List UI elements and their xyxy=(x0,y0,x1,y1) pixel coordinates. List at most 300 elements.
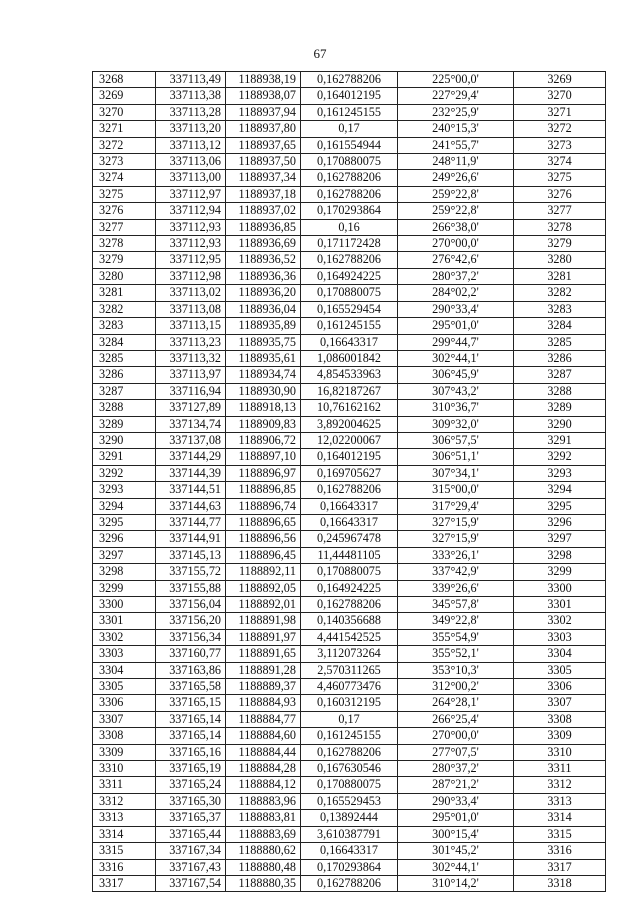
next-point-number-cell: 3303 xyxy=(514,629,606,645)
y-coordinate-cell: 1188892,01 xyxy=(226,597,301,613)
point-number-cell: 3290 xyxy=(93,432,156,448)
segment-length-cell: 10,76162162 xyxy=(301,400,398,416)
next-point-number-cell: 3272 xyxy=(514,121,606,137)
point-number-cell: 3310 xyxy=(93,761,156,777)
point-number-cell: 3270 xyxy=(93,104,156,120)
segment-length-cell: 0,162788206 xyxy=(301,875,398,891)
table-row xyxy=(93,186,606,202)
point-number-cell: 3292 xyxy=(93,465,156,481)
next-point-number-cell: 3309 xyxy=(514,728,606,744)
table-row xyxy=(93,859,606,875)
segment-length-cell: 0,161245155 xyxy=(301,728,398,744)
point-number-cell: 3295 xyxy=(93,514,156,530)
x-coordinate-cell: 337145,13 xyxy=(156,547,226,563)
table-row xyxy=(93,268,606,284)
table-row xyxy=(93,400,606,416)
segment-length-cell: 0,17 xyxy=(301,711,398,727)
table-row xyxy=(93,72,606,88)
y-coordinate-cell: 1188937,18 xyxy=(226,186,301,202)
y-coordinate-cell: 1188891,98 xyxy=(226,613,301,629)
direction-angle-cell: 280°37,2' xyxy=(398,268,514,284)
y-coordinate-cell: 1188880,48 xyxy=(226,859,301,875)
next-point-number-cell: 3311 xyxy=(514,761,606,777)
x-coordinate-cell: 337113,08 xyxy=(156,301,226,317)
point-number-cell: 3272 xyxy=(93,137,156,153)
segment-length-cell: 0,170293864 xyxy=(301,859,398,875)
x-coordinate-cell: 337113,06 xyxy=(156,154,226,170)
next-point-number-cell: 3317 xyxy=(514,859,606,875)
next-point-number-cell: 3282 xyxy=(514,285,606,301)
segment-length-cell: 0,162788206 xyxy=(301,72,398,88)
direction-angle-cell: 306°57,5' xyxy=(398,432,514,448)
direction-angle-cell: 284°02,2' xyxy=(398,285,514,301)
segment-length-cell: 4,441542525 xyxy=(301,629,398,645)
segment-length-cell: 1,086001842 xyxy=(301,350,398,366)
x-coordinate-cell: 337165,16 xyxy=(156,744,226,760)
y-coordinate-cell: 1188937,34 xyxy=(226,170,301,186)
coordinates-table xyxy=(92,71,606,892)
point-number-cell: 3303 xyxy=(93,646,156,662)
x-coordinate-cell: 337113,49 xyxy=(156,72,226,88)
segment-length-cell: 0,162788206 xyxy=(301,744,398,760)
point-number-cell: 3291 xyxy=(93,449,156,465)
point-number-cell: 3316 xyxy=(93,859,156,875)
x-coordinate-cell: 337165,37 xyxy=(156,810,226,826)
direction-angle-cell: 300°15,4' xyxy=(398,826,514,842)
y-coordinate-cell: 1188892,11 xyxy=(226,564,301,580)
direction-angle-cell: 302°44,1' xyxy=(398,859,514,875)
x-coordinate-cell: 337144,77 xyxy=(156,514,226,530)
direction-angle-cell: 327°15,9' xyxy=(398,514,514,530)
x-coordinate-cell: 337167,34 xyxy=(156,843,226,859)
direction-angle-cell: 240°15,3' xyxy=(398,121,514,137)
point-number-cell: 3308 xyxy=(93,728,156,744)
table-row xyxy=(93,564,606,580)
next-point-number-cell: 3274 xyxy=(514,154,606,170)
table-row xyxy=(93,334,606,350)
next-point-number-cell: 3301 xyxy=(514,597,606,613)
table-row xyxy=(93,777,606,793)
next-point-number-cell: 3288 xyxy=(514,383,606,399)
next-point-number-cell: 3269 xyxy=(514,72,606,88)
next-point-number-cell: 3283 xyxy=(514,301,606,317)
table-row xyxy=(93,826,606,842)
point-number-cell: 3276 xyxy=(93,203,156,219)
x-coordinate-cell: 337167,43 xyxy=(156,859,226,875)
point-number-cell: 3282 xyxy=(93,301,156,317)
segment-length-cell: 0,161245155 xyxy=(301,318,398,334)
point-number-cell: 3305 xyxy=(93,679,156,695)
point-number-cell: 3289 xyxy=(93,416,156,432)
y-coordinate-cell: 1188897,10 xyxy=(226,449,301,465)
direction-angle-cell: 295°01,0' xyxy=(398,318,514,334)
point-number-cell: 3268 xyxy=(93,72,156,88)
direction-angle-cell: 287°21,2' xyxy=(398,777,514,793)
point-number-cell: 3300 xyxy=(93,597,156,613)
table-row xyxy=(93,252,606,268)
table-row xyxy=(93,137,606,153)
x-coordinate-cell: 337165,19 xyxy=(156,761,226,777)
direction-angle-cell: 310°36,7' xyxy=(398,400,514,416)
x-coordinate-cell: 337112,93 xyxy=(156,219,226,235)
direction-angle-cell: 227°29,4' xyxy=(398,88,514,104)
point-number-cell: 3269 xyxy=(93,88,156,104)
next-point-number-cell: 3296 xyxy=(514,514,606,530)
point-number-cell: 3312 xyxy=(93,793,156,809)
next-point-number-cell: 3270 xyxy=(514,88,606,104)
direction-angle-cell: 337°42,9' xyxy=(398,564,514,580)
segment-length-cell: 0,13892444 xyxy=(301,810,398,826)
x-coordinate-cell: 337144,91 xyxy=(156,531,226,547)
point-number-cell: 3279 xyxy=(93,252,156,268)
next-point-number-cell: 3273 xyxy=(514,137,606,153)
y-coordinate-cell: 1188896,97 xyxy=(226,465,301,481)
next-point-number-cell: 3289 xyxy=(514,400,606,416)
next-point-number-cell: 3300 xyxy=(514,580,606,596)
direction-angle-cell: 290°33,4' xyxy=(398,793,514,809)
table-row xyxy=(93,580,606,596)
direction-angle-cell: 345°57,8' xyxy=(398,597,514,613)
x-coordinate-cell: 337112,94 xyxy=(156,203,226,219)
segment-length-cell: 0,164924225 xyxy=(301,268,398,284)
next-point-number-cell: 3315 xyxy=(514,826,606,842)
point-number-cell: 3287 xyxy=(93,383,156,399)
point-number-cell: 3281 xyxy=(93,285,156,301)
next-point-number-cell: 3277 xyxy=(514,203,606,219)
y-coordinate-cell: 1188896,45 xyxy=(226,547,301,563)
direction-angle-cell: 264°28,1' xyxy=(398,695,514,711)
x-coordinate-cell: 337165,30 xyxy=(156,793,226,809)
x-coordinate-cell: 337113,20 xyxy=(156,121,226,137)
x-coordinate-cell: 337165,58 xyxy=(156,679,226,695)
point-number-cell: 3311 xyxy=(93,777,156,793)
segment-length-cell: 0,167630546 xyxy=(301,761,398,777)
y-coordinate-cell: 1188880,35 xyxy=(226,875,301,891)
x-coordinate-cell: 337144,39 xyxy=(156,465,226,481)
x-coordinate-cell: 337165,14 xyxy=(156,728,226,744)
x-coordinate-cell: 337155,88 xyxy=(156,580,226,596)
y-coordinate-cell: 1188935,89 xyxy=(226,318,301,334)
x-coordinate-cell: 337137,08 xyxy=(156,432,226,448)
y-coordinate-cell: 1188884,77 xyxy=(226,711,301,727)
table-row xyxy=(93,793,606,809)
x-coordinate-cell: 337134,74 xyxy=(156,416,226,432)
direction-angle-cell: 355°54,9' xyxy=(398,629,514,645)
direction-angle-cell: 349°22,8' xyxy=(398,613,514,629)
direction-angle-cell: 249°26,6' xyxy=(398,170,514,186)
next-point-number-cell: 3318 xyxy=(514,875,606,891)
segment-length-cell: 0,16 xyxy=(301,219,398,235)
segment-length-cell: 0,164012195 xyxy=(301,88,398,104)
point-number-cell: 3297 xyxy=(93,547,156,563)
segment-length-cell: 3,610387791 xyxy=(301,826,398,842)
table-row xyxy=(93,203,606,219)
next-point-number-cell: 3285 xyxy=(514,334,606,350)
direction-angle-cell: 299°44,7' xyxy=(398,334,514,350)
table-row xyxy=(93,711,606,727)
x-coordinate-cell: 337112,95 xyxy=(156,252,226,268)
direction-angle-cell: 241°55,7' xyxy=(398,137,514,153)
x-coordinate-cell: 337167,54 xyxy=(156,875,226,891)
segment-length-cell: 3,112073264 xyxy=(301,646,398,662)
segment-length-cell: 16,82187267 xyxy=(301,383,398,399)
table-row xyxy=(93,597,606,613)
next-point-number-cell: 3297 xyxy=(514,531,606,547)
segment-length-cell: 0,140356688 xyxy=(301,613,398,629)
table-row xyxy=(93,121,606,137)
point-number-cell: 3293 xyxy=(93,482,156,498)
table-row xyxy=(93,613,606,629)
segment-length-cell: 0,16643317 xyxy=(301,514,398,530)
point-number-cell: 3304 xyxy=(93,662,156,678)
next-point-number-cell: 3306 xyxy=(514,679,606,695)
segment-length-cell: 0,169705627 xyxy=(301,465,398,481)
direction-angle-cell: 280°37,2' xyxy=(398,761,514,777)
x-coordinate-cell: 337112,93 xyxy=(156,236,226,252)
segment-length-cell: 0,161554944 xyxy=(301,137,398,153)
y-coordinate-cell: 1188884,44 xyxy=(226,744,301,760)
segment-length-cell: 2,570311265 xyxy=(301,662,398,678)
coordinates-table-body xyxy=(93,72,606,892)
next-point-number-cell: 3305 xyxy=(514,662,606,678)
segment-length-cell: 0,170880075 xyxy=(301,154,398,170)
y-coordinate-cell: 1188934,74 xyxy=(226,367,301,383)
direction-angle-cell: 310°14,2' xyxy=(398,875,514,891)
next-point-number-cell: 3281 xyxy=(514,268,606,284)
table-row xyxy=(93,219,606,235)
x-coordinate-cell: 337113,15 xyxy=(156,318,226,334)
next-point-number-cell: 3275 xyxy=(514,170,606,186)
direction-angle-cell: 248°11,9' xyxy=(398,154,514,170)
y-coordinate-cell: 1188883,81 xyxy=(226,810,301,826)
x-coordinate-cell: 337113,97 xyxy=(156,367,226,383)
point-number-cell: 3314 xyxy=(93,826,156,842)
segment-length-cell: 0,160312195 xyxy=(301,695,398,711)
next-point-number-cell: 3280 xyxy=(514,252,606,268)
segment-length-cell: 0,164924225 xyxy=(301,580,398,596)
y-coordinate-cell: 1188936,52 xyxy=(226,252,301,268)
segment-length-cell: 0,17 xyxy=(301,121,398,137)
point-number-cell: 3273 xyxy=(93,154,156,170)
next-point-number-cell: 3299 xyxy=(514,564,606,580)
x-coordinate-cell: 337160,77 xyxy=(156,646,226,662)
x-coordinate-cell: 337156,20 xyxy=(156,613,226,629)
segment-length-cell: 0,170293864 xyxy=(301,203,398,219)
x-coordinate-cell: 337113,38 xyxy=(156,88,226,104)
direction-angle-cell: 355°52,1' xyxy=(398,646,514,662)
y-coordinate-cell: 1188937,50 xyxy=(226,154,301,170)
point-number-cell: 3280 xyxy=(93,268,156,284)
table-row xyxy=(93,449,606,465)
x-coordinate-cell: 337165,44 xyxy=(156,826,226,842)
y-coordinate-cell: 1188884,60 xyxy=(226,728,301,744)
point-number-cell: 3274 xyxy=(93,170,156,186)
y-coordinate-cell: 1188935,75 xyxy=(226,334,301,350)
x-coordinate-cell: 337163,86 xyxy=(156,662,226,678)
next-point-number-cell: 3295 xyxy=(514,498,606,514)
next-point-number-cell: 3287 xyxy=(514,367,606,383)
direction-angle-cell: 327°15,9' xyxy=(398,531,514,547)
table-row xyxy=(93,350,606,366)
table-row xyxy=(93,728,606,744)
y-coordinate-cell: 1188889,37 xyxy=(226,679,301,695)
next-point-number-cell: 3271 xyxy=(514,104,606,120)
direction-angle-cell: 276°42,6' xyxy=(398,252,514,268)
table-row xyxy=(93,679,606,695)
table-row xyxy=(93,285,606,301)
table-row xyxy=(93,301,606,317)
point-number-cell: 3309 xyxy=(93,744,156,760)
point-number-cell: 3275 xyxy=(93,186,156,202)
point-number-cell: 3298 xyxy=(93,564,156,580)
segment-length-cell: 0,165529453 xyxy=(301,793,398,809)
y-coordinate-cell: 1188891,65 xyxy=(226,646,301,662)
direction-angle-cell: 306°45,9' xyxy=(398,367,514,383)
direction-angle-cell: 225°00,0' xyxy=(398,72,514,88)
point-number-cell: 3283 xyxy=(93,318,156,334)
segment-length-cell: 0,245967478 xyxy=(301,531,398,547)
next-point-number-cell: 3286 xyxy=(514,350,606,366)
point-number-cell: 3294 xyxy=(93,498,156,514)
table-row xyxy=(93,695,606,711)
next-point-number-cell: 3276 xyxy=(514,186,606,202)
table-row xyxy=(93,662,606,678)
x-coordinate-cell: 337165,24 xyxy=(156,777,226,793)
segment-length-cell: 4,460773476 xyxy=(301,679,398,695)
point-number-cell: 3307 xyxy=(93,711,156,727)
y-coordinate-cell: 1188937,02 xyxy=(226,203,301,219)
y-coordinate-cell: 1188938,19 xyxy=(226,72,301,88)
direction-angle-cell: 306°51,1' xyxy=(398,449,514,465)
segment-length-cell: 0,162788206 xyxy=(301,252,398,268)
segment-length-cell: 0,162788206 xyxy=(301,186,398,202)
x-coordinate-cell: 337155,72 xyxy=(156,564,226,580)
segment-length-cell: 0,170880075 xyxy=(301,285,398,301)
next-point-number-cell: 3307 xyxy=(514,695,606,711)
x-coordinate-cell: 337127,89 xyxy=(156,400,226,416)
segment-length-cell: 0,16643317 xyxy=(301,334,398,350)
point-number-cell: 3317 xyxy=(93,875,156,891)
next-point-number-cell: 3290 xyxy=(514,416,606,432)
point-number-cell: 3306 xyxy=(93,695,156,711)
direction-angle-cell: 266°38,0' xyxy=(398,219,514,235)
direction-angle-cell: 315°00,0' xyxy=(398,482,514,498)
x-coordinate-cell: 337113,12 xyxy=(156,137,226,153)
point-number-cell: 3315 xyxy=(93,843,156,859)
table-row xyxy=(93,318,606,334)
direction-angle-cell: 302°44,1' xyxy=(398,350,514,366)
y-coordinate-cell: 1188936,85 xyxy=(226,219,301,235)
direction-angle-cell: 307°43,2' xyxy=(398,383,514,399)
next-point-number-cell: 3293 xyxy=(514,465,606,481)
y-coordinate-cell: 1188909,83 xyxy=(226,416,301,432)
direction-angle-cell: 259°22,8' xyxy=(398,203,514,219)
table-row xyxy=(93,432,606,448)
y-coordinate-cell: 1188938,07 xyxy=(226,88,301,104)
segment-length-cell: 0,164012195 xyxy=(301,449,398,465)
direction-angle-cell: 270°00,0' xyxy=(398,728,514,744)
table-row xyxy=(93,498,606,514)
y-coordinate-cell: 1188937,65 xyxy=(226,137,301,153)
next-point-number-cell: 3310 xyxy=(514,744,606,760)
segment-length-cell: 0,162788206 xyxy=(301,597,398,613)
direction-angle-cell: 353°10,3' xyxy=(398,662,514,678)
x-coordinate-cell: 337113,23 xyxy=(156,334,226,350)
y-coordinate-cell: 1188896,65 xyxy=(226,514,301,530)
segment-length-cell: 0,170880075 xyxy=(301,564,398,580)
segment-length-cell: 3,892004625 xyxy=(301,416,398,432)
next-point-number-cell: 3278 xyxy=(514,219,606,235)
next-point-number-cell: 3298 xyxy=(514,547,606,563)
table-row xyxy=(93,104,606,120)
point-number-cell: 3284 xyxy=(93,334,156,350)
direction-angle-cell: 295°01,0' xyxy=(398,810,514,826)
y-coordinate-cell: 1188883,96 xyxy=(226,793,301,809)
y-coordinate-cell: 1188937,80 xyxy=(226,121,301,137)
direction-angle-cell: 266°25,4' xyxy=(398,711,514,727)
next-point-number-cell: 3284 xyxy=(514,318,606,334)
table-row xyxy=(93,547,606,563)
next-point-number-cell: 3291 xyxy=(514,432,606,448)
table-row xyxy=(93,170,606,186)
segment-length-cell: 0,162788206 xyxy=(301,482,398,498)
y-coordinate-cell: 1188930,90 xyxy=(226,383,301,399)
direction-angle-cell: 301°45,2' xyxy=(398,843,514,859)
x-coordinate-cell: 337113,28 xyxy=(156,104,226,120)
y-coordinate-cell: 1188936,04 xyxy=(226,301,301,317)
point-number-cell: 3301 xyxy=(93,613,156,629)
y-coordinate-cell: 1188918,13 xyxy=(226,400,301,416)
table-row xyxy=(93,531,606,547)
table-row xyxy=(93,744,606,760)
direction-angle-cell: 277°07,5' xyxy=(398,744,514,760)
point-number-cell: 3296 xyxy=(93,531,156,547)
segment-length-cell: 0,171172428 xyxy=(301,236,398,252)
y-coordinate-cell: 1188937,94 xyxy=(226,104,301,120)
x-coordinate-cell: 337165,14 xyxy=(156,711,226,727)
point-number-cell: 3313 xyxy=(93,810,156,826)
point-number-cell: 3299 xyxy=(93,580,156,596)
table-row xyxy=(93,416,606,432)
next-point-number-cell: 3294 xyxy=(514,482,606,498)
segment-length-cell: 0,161245155 xyxy=(301,104,398,120)
y-coordinate-cell: 1188891,97 xyxy=(226,629,301,645)
y-coordinate-cell: 1188883,69 xyxy=(226,826,301,842)
y-coordinate-cell: 1188892,05 xyxy=(226,580,301,596)
table-row xyxy=(93,367,606,383)
y-coordinate-cell: 1188935,61 xyxy=(226,350,301,366)
y-coordinate-cell: 1188891,28 xyxy=(226,662,301,678)
y-coordinate-cell: 1188936,36 xyxy=(226,268,301,284)
table-row xyxy=(93,383,606,399)
y-coordinate-cell: 1188936,20 xyxy=(226,285,301,301)
table-row xyxy=(93,236,606,252)
y-coordinate-cell: 1188936,69 xyxy=(226,236,301,252)
x-coordinate-cell: 337112,98 xyxy=(156,268,226,284)
page-number: 67 xyxy=(313,46,327,61)
segment-length-cell: 0,165529454 xyxy=(301,301,398,317)
segment-length-cell: 0,16643317 xyxy=(301,843,398,859)
direction-angle-cell: 259°22,8' xyxy=(398,186,514,202)
y-coordinate-cell: 1188896,85 xyxy=(226,482,301,498)
y-coordinate-cell: 1188884,12 xyxy=(226,777,301,793)
point-number-cell: 3288 xyxy=(93,400,156,416)
direction-angle-cell: 307°34,1' xyxy=(398,465,514,481)
point-number-cell: 3271 xyxy=(93,121,156,137)
x-coordinate-cell: 337113,00 xyxy=(156,170,226,186)
segment-length-cell: 0,162788206 xyxy=(301,170,398,186)
table-row xyxy=(93,465,606,481)
